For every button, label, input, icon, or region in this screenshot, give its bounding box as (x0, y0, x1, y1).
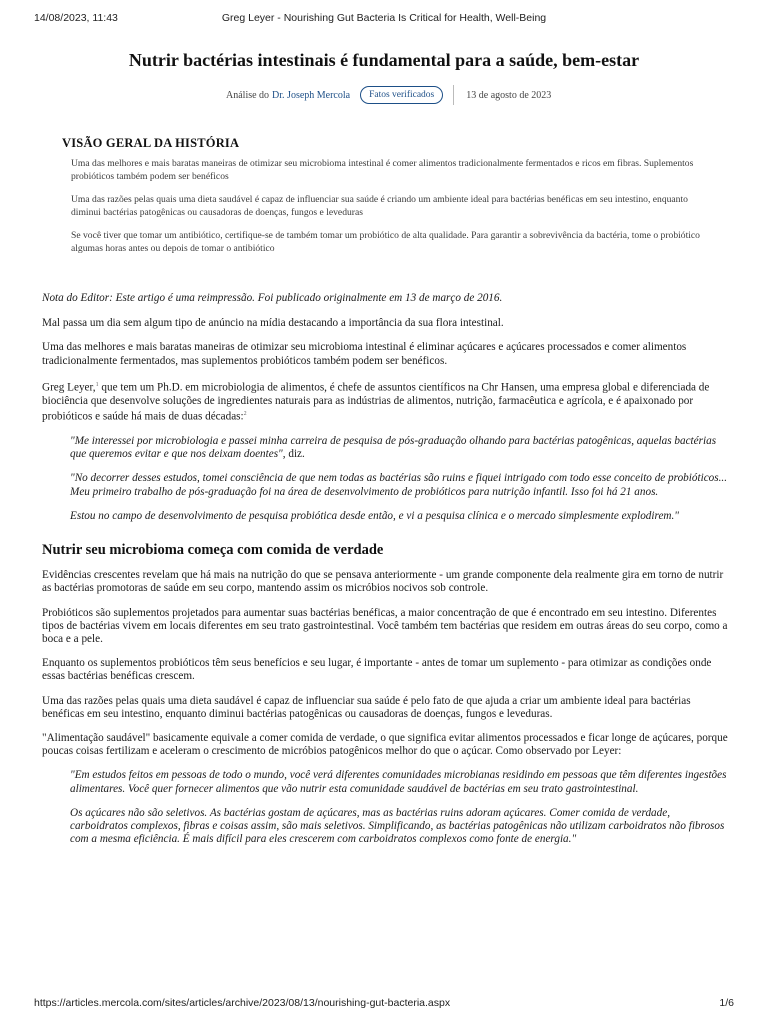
body-paragraph: Uma das melhores e mais baratas maneiras de otimizar seu microbioma intestinal é eliminar açúcares e açúcares processados e comer alimentos tradicionalmente fermentados, mas suplementos probióticos também podem ser benéficos. (42, 341, 687, 367)
quote-attribution: diz. (285, 448, 305, 461)
section-paragraph: "Alimentação saudável" basicamente equivale a comer comida de verdade, o que significa evitar alimentos processados e ficar longe de açúcares, porque poucas coisas fertilizam e aceleram o crescimento de micróbios patogênicos melhor do que o açúcar. Como observado por Leyer: (42, 731, 728, 758)
quote-text: "Me interessei por microbiologia e passei minha carreira de pesquisa de pós-graduação olhando para bactérias patogênicas, aquelas bactérias que queremos evitar e que nos deixam doentes", (70, 434, 717, 461)
overview-item: Uma das razões pelas quais uma dieta saudável é capaz de influenciar sua saúde é criando um ambiente ideal para bactérias benéficas em seu intestino, enquanto diminui bactérias patogênicas ou causadoras de doenças, fungos e leveduras (71, 194, 688, 218)
leyer-intro-text: que tem um Ph.D. em microbiologia de alimentos, é chefe de assuntos científicos na Chr Hansen, uma empresa global e diferenciada de biociência que desenvolve soluções de ingredientes naturais para as indústrias de alimentos, nutrição, farmacêutica e agrícola, e é apaixonado por probióticos e saúde há mais de duas décadas: (42, 381, 710, 423)
quote-paragraph (70, 435, 728, 461)
author-link[interactable]: Dr. Joseph Mercola (272, 89, 351, 101)
print-header (34, 12, 734, 28)
footnote-ref-1[interactable]: 1 (95, 381, 99, 388)
overview-item: Uma das melhores e mais baratas maneiras de otimizar seu microbioma intestinal é comer alimentos tradicionalmente fermentados e ricos em fibras. Suplementos probióticos também podem ser benéficos (71, 158, 694, 182)
print-footer (34, 997, 734, 1013)
footnote-ref-2[interactable]: 2 (243, 410, 247, 417)
section-paragraph: Uma das razões pelas quais uma dieta saudável é capaz de influenciar sua saúde é pelo fato de que ajuda a criar um ambiente ideal para bactérias benéficas em seu intestino, enquanto diminui bactérias patogênicas ou causadoras de doenças, fungos e leveduras. (42, 694, 691, 720)
overview-item: Se você tiver que tomar um antibiótico, certifique-se de também tomar um probiótico de alta qualidade. Para garantir a sobrevivência da bactéria, tome o probiótico algumas horas antes ou depois de tomar o antibiótico (71, 230, 700, 254)
leyer-name: Greg Leyer, (42, 381, 96, 394)
print-doc-title: Greg Leyer - Nourishing Gut Bacteria Is Critical for Health, Well-Being (221, 12, 547, 24)
byline-divider (453, 85, 454, 105)
print-url: https://articles.mercola.com/sites/articles/archive/2023/08/13/nourishing-gut-bacteria.aspx (34, 997, 451, 1009)
publish-date: 13 de agosto de 2023 (466, 89, 552, 101)
story-overview (62, 136, 708, 266)
overview-heading: VISÃO GERAL DA HISTÓRIA (62, 136, 240, 150)
section-heading: Nutrir seu microbioma começa com comida de verdade (42, 541, 384, 558)
section-paragraph: Probióticos são suplementos projetados para aumentar suas bactérias benéficas, a maior concentração de que é encontrado em seu intestino. Diferentes tipos de bactérias vivem em locais diferentes em seu trato gastrointestinal. Você também tem bactérias que residem em outras áreas do seu corpo, como a boca e a pele. (42, 606, 728, 645)
fact-checked-badge[interactable]: Fatos verificados (360, 86, 443, 104)
byline (226, 84, 551, 106)
quote-paragraph: "No decorrer desses estudos, tomei consciência de que nem todas as bactérias são ruins e fiquei intrigado com todo esse conceito de probióticos... Meu primeiro trabalho de pós-graduação foi na área de desenvolvimento de probióticos para nutrição infantil. Isso foi há 21 anos. (70, 472, 727, 498)
leyer-quote-1 (70, 435, 728, 523)
page-number: 1/6 (719, 997, 734, 1009)
section-paragraph: Evidências crescentes revelam que há mais na nutrição do que se pensava anteriormente - um grande componente dela realmente gira em torno de nutrir as bactérias promotoras de saúde em seu corpo, mantendo assim os micróbios nocivos sob controle. (42, 569, 724, 595)
article-body (42, 292, 728, 857)
article-title: Nutrir bactérias intestinais é fundamental para a saúde, bem-estar (128, 50, 640, 70)
leyer-intro-paragraph (42, 379, 728, 424)
quote-paragraph: Estou no campo de desenvolvimento de pesquisa probiótica desde então, e vi a pesquisa clínica e o mercado simplesmente explodirem." (70, 509, 679, 522)
editor-note: Nota do Editor: Este artigo é uma reimpressão. Foi publicado originalmente em 13 de março de 2016. (42, 292, 503, 304)
print-date: 14/08/2023, 11:43 (34, 12, 118, 24)
leyer-quote-2 (70, 769, 728, 846)
quote-paragraph: Os açúcares não são seletivos. As bactérias gostam de açúcares, mas as bactérias ruins adoram açúcares. Comer comida de verdade, carboidratos complexos, fibras e coisas assim, são mais seletivos. Simplificando, as bactérias patogênicas não utilizam carboidratos não fibrosos com a mesma eficiência. É mais difícil para eles crescerem com carboidratos complexos como fonte de energia." (70, 806, 725, 846)
reviewed-by-label: Análise do (226, 89, 270, 101)
quote-paragraph: "Em estudos feitos em pessoas de todo o mundo, você verá diferentes comunidades microbianas residindo em pessoas que têm diferentes ingestões alimentares. Você quer fornecer alimentos que vão nutrir esta comunidade saudável de bactérias em seu trato gastrointestinal. (70, 769, 727, 795)
body-paragraph: Mal passa um dia sem algum tipo de anúncio na mídia destacando a importância da sua flora intestinal. (42, 317, 504, 330)
section-paragraph: Enquanto os suplementos probióticos têm seus benefícios e seu lugar, é importante - antes de tomar um suplemento - para otimizar as condições onde essas bactérias benéficas crescem. (42, 657, 712, 683)
